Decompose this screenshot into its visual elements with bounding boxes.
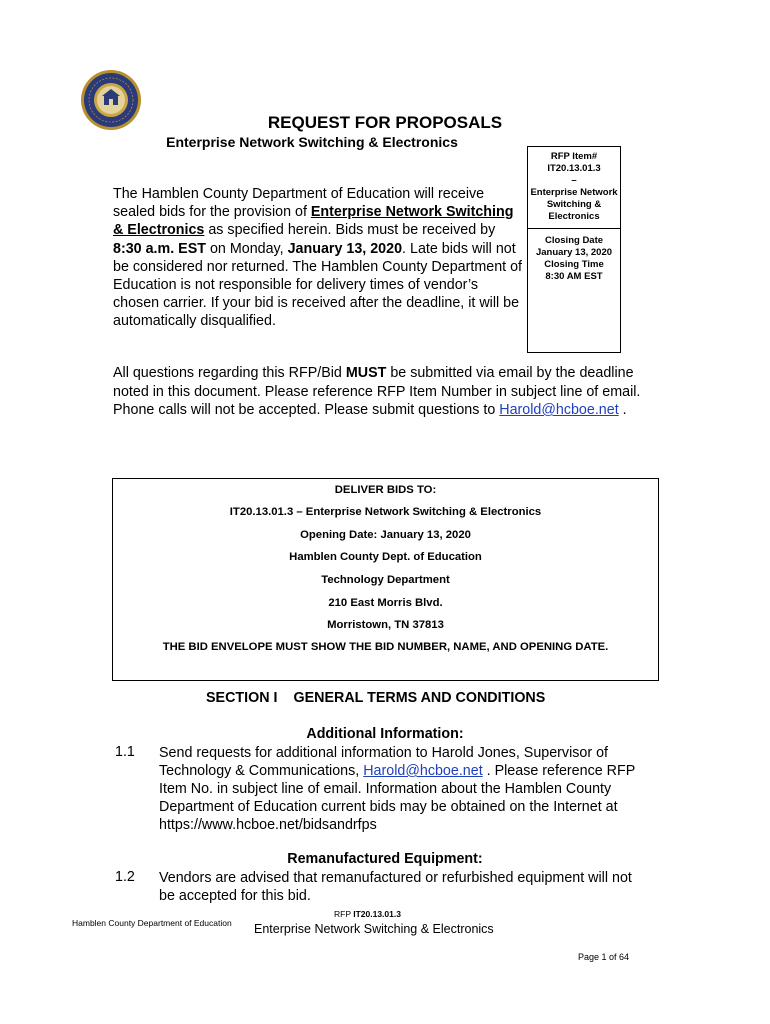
deliver-line: 210 East Morris Blvd. — [328, 597, 443, 609]
questions-paragraph: All questions regarding this RFP/Bid MUST be submitted via email by the deadline noted in this document. Please reference RFP Item Number in subject line of email. Phone calls will not be accepted. Please submit questions to Harold@hcboe.net . — [113, 365, 641, 418]
footer-org: Hamblen County Department of Education — [72, 918, 232, 928]
deliver-heading: DELIVER BIDS TO: — [334, 484, 437, 496]
rfp-item-number: IT20.13.01.3 — [547, 163, 601, 174]
info-email-link[interactable]: Harold@hcboe.net — [363, 763, 483, 779]
deliver-line: Morristown, TN 37813 — [327, 619, 444, 631]
footer-rfp: RFP IT20.13.01.3 — [334, 909, 401, 919]
deadline-time: 8:30 a.m. EST — [113, 240, 206, 257]
rfp-item-label: RFP Item# — [550, 151, 598, 162]
closing-time: 8:30 AM EST — [545, 271, 603, 282]
rfp-item-name: Enterprise Network Switching & Electronics — [530, 187, 618, 222]
deliver-notice: THE BID ENVELOPE MUST SHOW THE BID NUMBER, NAME, AND OPENING DATE. — [162, 641, 609, 653]
closing-date: January 13, 2020 — [535, 247, 613, 258]
document-title: REQUEST FOR PROPOSALS — [267, 113, 503, 132]
rfp-info-box: RFP Item# IT20.13.01.3 – Enterprise Network Switching & Electronics Closing Date January 13, 2020 Closing Time 8:30 AM EST — [527, 146, 621, 353]
project-name: Enterprise Network Switching & Electronics — [113, 204, 514, 239]
subsection-heading-remanufactured: Remanufactured Equipment: — [287, 851, 483, 867]
questions-email-link[interactable]: Harold@hcboe.net — [499, 402, 619, 418]
deadline-date: January 13, 2020 — [287, 240, 403, 257]
page-number: Page 1 of 64 — [578, 952, 630, 962]
clause-1-1-text: Send requests for additional information to Harold Jones, Supervisor of Technology & Communications, Harold@hcboe.net . Please reference RFP Item No. in subject line of email. Information about the Hamblen County Department of Education current bids may be obtained on the Internet at https://www.hcboe.net/bidsandrfps — [159, 745, 635, 833]
subsection-heading-additional-info: Additional Information: — [306, 726, 464, 742]
intro-paragraph: The Hamblen County Department of Education will receive sealed bids for the provision of Enterprise Network Switching & Electronics as specified herein. Bids must be received by 8:30 a.m. EST on Monday, January 13, 2020. Late bids will not be considered nor returned. The Hamblen County Department of Education is not responsible for delivery times of vendor’s chosen carrier. If your bid is received after the deadline, it will be automatically disqualified. — [113, 186, 523, 330]
deliver-line: Hamblen County Dept. of Education — [289, 551, 482, 563]
section-heading: SECTION I GENERAL TERMS AND CONDITIONS — [206, 690, 546, 706]
footer-project: Enterprise Network Switching & Electronics — [254, 922, 494, 936]
clause-number: 1.2 — [115, 869, 135, 885]
deliver-bids-box — [112, 478, 659, 681]
deliver-line: IT20.13.01.3 – Enterprise Network Switching & Electronics — [229, 506, 542, 518]
deliver-line: Opening Date: January 13, 2020 — [300, 529, 471, 541]
clause-number: 1.1 — [115, 744, 135, 760]
document-subtitle: Enterprise Network Switching & Electronics — [166, 134, 458, 150]
deliver-line: Technology Department — [321, 574, 450, 586]
closing-time-label: Closing Time — [544, 259, 604, 270]
closing-date-label: Closing Date — [544, 235, 604, 246]
clause-1-2-text: Vendors are advised that remanufactured or refurbished equipment will not be accepted for this bid. — [159, 870, 632, 904]
